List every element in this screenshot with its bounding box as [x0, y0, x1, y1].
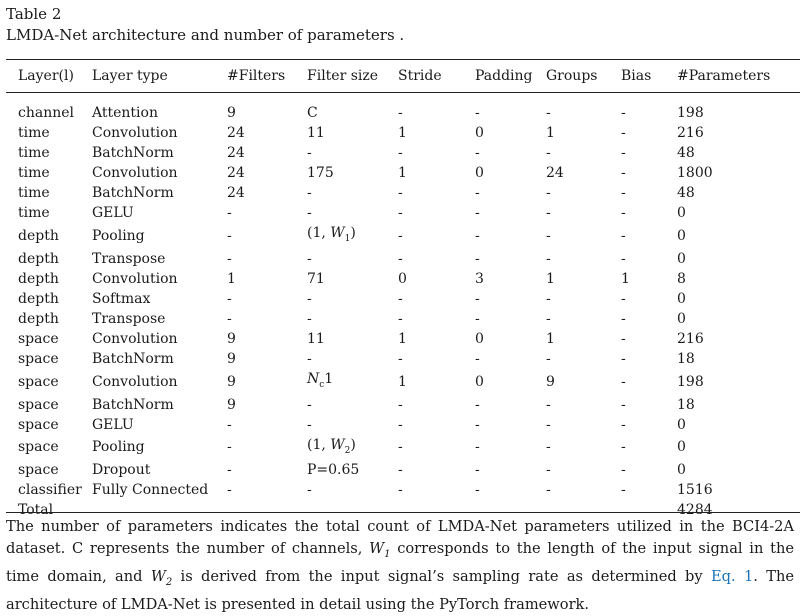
- table-cell: (1, $W_2$): [307, 436, 356, 456]
- table-cell: -: [227, 250, 232, 267]
- table-cell: BatchNorm: [92, 350, 174, 367]
- table-cell: Pooling: [92, 439, 145, 456]
- table-cell: -: [621, 290, 626, 307]
- table-row: [6, 460, 800, 480]
- table-cell: -: [398, 416, 403, 433]
- column-header: #Filters: [227, 60, 307, 93]
- table-cell: C: [307, 105, 318, 121]
- table-cell: 1: [546, 330, 555, 347]
- table-cell: -: [398, 310, 403, 327]
- column-header: Layer type: [92, 60, 227, 93]
- column-header: Groups: [546, 60, 621, 93]
- table-cell: -: [307, 482, 312, 499]
- table: [6, 60, 800, 526]
- table-cell: -: [307, 290, 312, 307]
- table-cell: 0: [475, 165, 484, 181]
- table-cell: 0: [677, 227, 686, 244]
- table-cell: -: [621, 250, 626, 267]
- table-cell: -: [475, 250, 480, 267]
- total-params: 4284: [677, 502, 713, 519]
- table-cell: Convolution: [92, 125, 178, 141]
- table-row: [6, 369, 800, 395]
- table-cell: 3: [475, 270, 484, 287]
- table-cell: space: [18, 416, 59, 433]
- table-cell: -: [546, 396, 551, 413]
- table-cell: -: [546, 145, 551, 161]
- table-cell: 0: [677, 439, 686, 456]
- table-cell: Transpose: [92, 310, 166, 327]
- table-cell: 11: [307, 125, 325, 141]
- table-cell: 1: [546, 125, 555, 141]
- table-cell: -: [475, 416, 480, 433]
- table-cell: -: [475, 290, 480, 307]
- table-cell: -: [621, 165, 626, 181]
- table-cell: -: [621, 310, 626, 327]
- table-cell: -: [307, 396, 312, 413]
- table-cell: -: [546, 290, 551, 307]
- table-row: [6, 123, 800, 143]
- table-title: Table 2: [6, 5, 62, 23]
- table-cell: P=0.65: [307, 462, 360, 479]
- table-cell: -: [546, 250, 551, 267]
- table-cell: 0: [475, 125, 484, 141]
- table-cell: 0: [475, 330, 484, 347]
- table-cell: 1: [227, 270, 236, 287]
- table-cell: -: [475, 205, 480, 221]
- table-cell: 8: [677, 270, 686, 287]
- table-cell: BatchNorm: [92, 145, 174, 161]
- table-cell: 216: [677, 330, 704, 347]
- table-cell: -: [398, 482, 403, 499]
- table-cell: 198: [677, 373, 704, 390]
- table-cell: depth: [18, 227, 59, 244]
- table-cell: -: [227, 227, 232, 244]
- table-cell: -: [546, 350, 551, 367]
- table-cell: space: [18, 462, 59, 479]
- table-cell: -: [398, 145, 403, 161]
- table-cell: time: [18, 205, 50, 221]
- table-cell: space: [18, 439, 59, 456]
- table-cell: Convolution: [92, 373, 178, 390]
- table-cell: -: [546, 205, 551, 221]
- table-cell: Attention: [92, 105, 158, 121]
- table-cell: 24: [227, 125, 245, 141]
- table-cell: depth: [18, 250, 59, 267]
- footnote-w1: $W_1$: [369, 540, 391, 560]
- table-cell: depth: [18, 290, 59, 307]
- table-cell: -: [621, 482, 626, 499]
- table-cell: -: [475, 105, 480, 121]
- table-cell: 175: [307, 165, 334, 181]
- table-cell: -: [546, 439, 551, 456]
- table-cell: -: [621, 396, 626, 413]
- table-cell: 24: [546, 165, 564, 181]
- table-cell: -: [621, 205, 626, 221]
- table-cell: Pooling: [92, 227, 145, 244]
- table-cell: -: [227, 439, 232, 456]
- table-cell: 9: [227, 330, 236, 347]
- table-cell: GELU: [92, 205, 134, 221]
- table-cell: depth: [18, 310, 59, 327]
- table-cell: -: [546, 105, 551, 121]
- column-header: Filter size: [307, 60, 398, 93]
- parameter-table: [6, 59, 800, 526]
- table-row: [6, 349, 800, 369]
- table-cell: 1: [398, 125, 407, 141]
- table-cell: 0: [677, 310, 686, 327]
- table-cell: 18: [677, 396, 695, 413]
- table-cell: -: [621, 185, 626, 201]
- table-cell: 24: [227, 145, 245, 161]
- table-cell: space: [18, 373, 59, 390]
- table-cell: Convolution: [92, 330, 178, 347]
- table-cell: -: [227, 482, 232, 499]
- table-cell: -: [475, 310, 480, 327]
- table-cell: time: [18, 125, 50, 141]
- table-cell: Fully Connected: [92, 482, 209, 499]
- table-cell: -: [621, 145, 626, 161]
- table-cell: 9: [227, 396, 236, 413]
- table-cell: 0: [677, 205, 686, 221]
- table-cell: (1, $W_1$): [307, 225, 356, 244]
- table-cell: Dropout: [92, 462, 151, 479]
- table-cell: 11: [307, 330, 325, 347]
- table-cell: -: [475, 227, 480, 244]
- footnote-text-2: corresponds to the length of the input signal in the time domain, and: [6, 540, 794, 585]
- table-cell: -: [546, 416, 551, 433]
- table-cell: -: [621, 373, 626, 390]
- table-cell: -: [621, 105, 626, 121]
- table-cell: Softmax: [92, 290, 151, 307]
- column-header: Padding: [475, 60, 546, 93]
- table-cell: -: [546, 185, 551, 201]
- table-cell: -: [398, 227, 403, 244]
- table-row: [6, 269, 800, 289]
- table-row: [6, 289, 800, 309]
- table-cell: 1800: [677, 165, 713, 181]
- table-cell: -: [475, 396, 480, 413]
- table-cell: time: [18, 165, 50, 181]
- table-cell: 24: [227, 185, 245, 201]
- table-row: [6, 329, 800, 349]
- table-cell: -: [621, 462, 626, 479]
- table-cell: space: [18, 330, 59, 347]
- table-cell: -: [621, 125, 626, 141]
- table-cell: -: [307, 310, 312, 327]
- table-cell: 0: [475, 373, 484, 390]
- table-cell: BatchNorm: [92, 185, 174, 201]
- table-cell: 9: [546, 373, 555, 390]
- column-header: Bias: [621, 60, 677, 93]
- table-cell: 24: [227, 165, 245, 181]
- table-cell: GELU: [92, 416, 134, 433]
- table-cell: -: [307, 205, 312, 221]
- table-row: [6, 435, 800, 461]
- table-cell: 48: [677, 185, 695, 201]
- table-cell: -: [475, 439, 480, 456]
- table-cell: depth: [18, 270, 59, 287]
- table-row: [6, 395, 800, 415]
- table-cell: -: [398, 205, 403, 221]
- table-cell: -: [621, 350, 626, 367]
- table-cell: channel: [18, 105, 74, 121]
- table-cell: -: [475, 145, 480, 161]
- table-cell: -: [227, 416, 232, 433]
- table-row: [6, 183, 800, 203]
- total-label: Total: [18, 502, 54, 519]
- footnote-w2: $W_2$: [150, 567, 173, 588]
- table-cell: 9: [227, 105, 236, 121]
- table-cell: -: [307, 185, 312, 201]
- table-cell: time: [18, 145, 50, 161]
- table-cell: -: [621, 330, 626, 347]
- table-cell: -: [227, 462, 232, 479]
- table-cell: 0: [677, 290, 686, 307]
- footnote-text-4: . The architecture of LMDA-Net is presented in detail using the PyTorch framework.: [6, 567, 794, 613]
- table-row: [6, 415, 800, 435]
- table-cell: Convolution: [92, 270, 178, 287]
- table-row: [6, 143, 800, 163]
- table-cell: -: [621, 416, 626, 433]
- table-cell: classifier: [18, 482, 82, 499]
- table-cell: -: [307, 145, 312, 161]
- table-cell: 216: [677, 125, 704, 141]
- table-cell: -: [546, 310, 551, 327]
- equation-link[interactable]: Eq. 1: [710, 567, 754, 585]
- table-footnote: [6, 516, 794, 616]
- table-cell: 18: [677, 350, 695, 367]
- table-cell: -: [475, 350, 480, 367]
- column-header: Stride: [398, 60, 475, 93]
- table-row: [6, 480, 800, 500]
- table-cell: -: [621, 227, 626, 244]
- table-cell: -: [307, 416, 312, 433]
- table-cell: -: [398, 250, 403, 267]
- table-cell: 0: [398, 270, 407, 287]
- table-cell: time: [18, 185, 50, 201]
- table-cell: Convolution: [92, 165, 178, 181]
- table-row: [6, 163, 800, 183]
- table-cell: 1: [398, 165, 407, 181]
- table-cell: 0: [677, 462, 686, 479]
- table-cell: -: [227, 290, 232, 307]
- table-cell: space: [18, 350, 59, 367]
- table-cell: Transpose: [92, 250, 166, 267]
- table-cell: -: [307, 350, 312, 367]
- table-cell: -: [398, 396, 403, 413]
- table-cell: 9: [227, 373, 236, 390]
- table-cell: 71: [307, 270, 325, 287]
- table-cell: 1: [398, 373, 407, 390]
- table-cell: 1: [621, 270, 630, 287]
- table-cell: 48: [677, 145, 695, 161]
- table-cell: -: [398, 462, 403, 479]
- footnote-text-1: The number of parameters indicates the total count of LMDA-Net parameters utilized in the BCI4-2A dataset. C represents the number of channels,: [6, 518, 794, 557]
- column-header: #Parameters: [677, 60, 800, 93]
- table-cell: -: [398, 290, 403, 307]
- table-row: [6, 93, 800, 124]
- table-header-row: [6, 60, 800, 93]
- table-cell: -: [546, 482, 551, 499]
- table-cell: -: [398, 439, 403, 456]
- footnote-text-3: is derived from the input signal’s sampling rate as determined by: [172, 567, 711, 585]
- table-cell: $N_c1$: [307, 370, 334, 390]
- column-header: Layer(l): [6, 60, 92, 93]
- table-cell: -: [398, 105, 403, 121]
- table-cell: BatchNorm: [92, 396, 174, 413]
- table-cell: space: [18, 396, 59, 413]
- table-cell: -: [546, 227, 551, 244]
- table-cell: 1516: [677, 482, 713, 499]
- table-cell: 0: [677, 250, 686, 267]
- table-caption: LMDA-Net architecture and number of parameters .: [6, 26, 405, 44]
- table-cell: 198: [677, 105, 704, 121]
- table-cell: 1: [398, 330, 407, 347]
- table-row: [6, 249, 800, 269]
- table-cell: 1: [546, 270, 555, 287]
- table-cell: -: [227, 205, 232, 221]
- table-cell: -: [398, 350, 403, 367]
- table-cell: 0: [677, 416, 686, 433]
- table-cell: -: [621, 439, 626, 456]
- table-row: [6, 309, 800, 329]
- table-bottom-rule: [6, 512, 800, 513]
- table-cell: -: [475, 482, 480, 499]
- table-row: [6, 223, 800, 249]
- table-cell: -: [398, 185, 403, 201]
- table-cell: -: [475, 462, 480, 479]
- table-cell: 9: [227, 350, 236, 367]
- table-cell: -: [307, 250, 312, 267]
- table-row: [6, 203, 800, 223]
- table-cell: -: [546, 462, 551, 479]
- table-cell: -: [227, 310, 232, 327]
- table-cell: -: [475, 185, 480, 201]
